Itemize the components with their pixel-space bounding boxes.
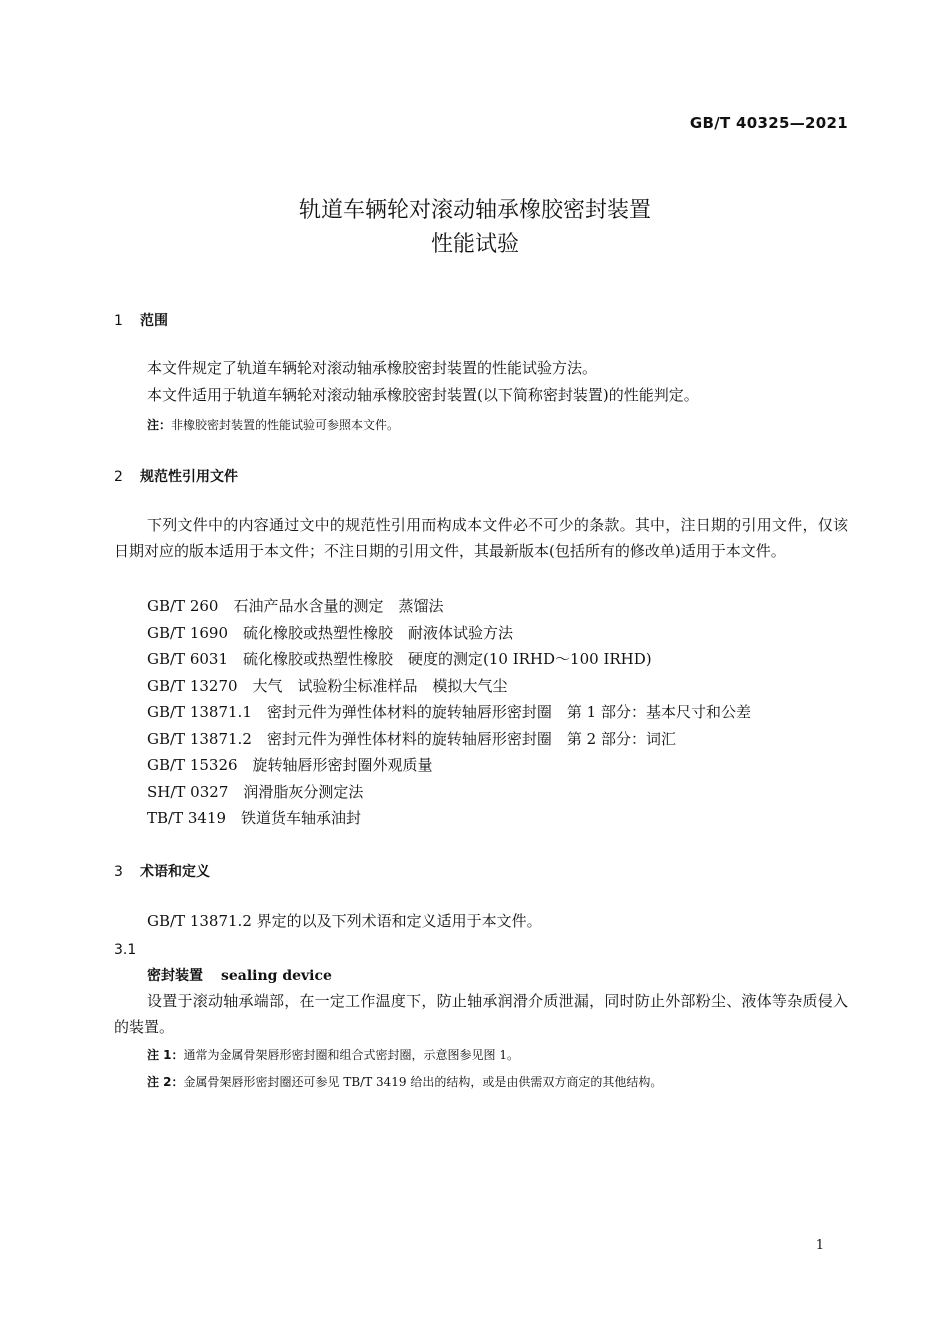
term-chinese: 密封装置 — [147, 968, 203, 984]
terms-intro: GB/T 13871.2 界定的以及下列术语和定义适用于本文件。 — [147, 912, 542, 930]
section-number: 2 — [114, 469, 123, 485]
note-text: 非橡胶密封装置的性能试验可参照本文件。 — [171, 418, 400, 432]
note-label: 注 2： — [147, 1075, 184, 1089]
reference-item: GB/T 13270 大气 试验粉尘标准样品 模拟大气尘 — [147, 677, 508, 695]
subclause-number: 3.1 — [114, 942, 137, 958]
term-entry — [147, 965, 332, 985]
definition-note-1 — [147, 1046, 519, 1063]
document-title — [0, 194, 950, 262]
scope-paragraph-1: 本文件规定了轨道车辆轮对滚动轴承橡胶密封装置的性能试验方法。 — [147, 359, 598, 377]
section-title: 术语和定义 — [140, 864, 210, 880]
section-2-heading — [114, 466, 238, 486]
note-label: 注 1： — [147, 1048, 184, 1062]
reference-item: GB/T 13871.1 密封元件为弹性体材料的旋转轴唇形密封圈 第 1 部分：基本尺寸和公差 — [147, 703, 751, 721]
term-definition: 设置于滚动轴承端部，在一定工作温度下，防止轴承润滑介质泄漏，同时防止外部粉尘、液体等杂质侵入的装置。 — [114, 992, 848, 1036]
scope-paragraph-2: 本文件适用于轨道车辆轮对滚动轴承橡胶密封装置(以下简称密封装置)的性能判定。 — [147, 386, 699, 404]
section-number: 1 — [114, 313, 123, 329]
normative-references-intro: 下列文件中的内容通过文中的规范性引用而构成本文件必不可少的条款。其中，注日期的引用文件，仅该日期对应的版本适用于本文件；不注日期的引用文件，其最新版本(包括所有的修改单)适用于本文件。 — [114, 516, 848, 560]
section-title: 规范性引用文件 — [140, 469, 238, 485]
reference-item: SH/T 0327 润滑脂灰分测定法 — [147, 783, 364, 801]
reference-item: GB/T 6031 硫化橡胶或热塑性橡胶 硬度的测定(10 IRHD～100 IRHD) — [147, 650, 652, 668]
reference-item: GB/T 13871.2 密封元件为弹性体材料的旋转轴唇形密封圈 第 2 部分：词汇 — [147, 730, 676, 748]
section-number: 3 — [114, 864, 123, 880]
scope-note — [147, 416, 399, 433]
standard-number: GB/T 40325—2021 — [689, 114, 848, 132]
note-text: 通常为金属骨架唇形密封圈和组合式密封圈，示意图参见图 1。 — [183, 1048, 519, 1062]
note-label: 注： — [147, 418, 172, 432]
definition-note-2 — [147, 1073, 662, 1090]
term-english: sealing device — [221, 968, 332, 984]
section-1-heading — [114, 310, 168, 330]
note-text: 金属骨架唇形密封圈还可参见 TB/T 3419 给出的结构，或是由供需双方商定的其他结构。 — [183, 1075, 663, 1089]
section-3-heading — [114, 861, 210, 881]
title-line-2: 性能试验 — [430, 232, 519, 257]
reference-item: GB/T 1690 硫化橡胶或热塑性橡胶 耐液体试验方法 — [147, 624, 514, 642]
page-number: 1 — [815, 1238, 824, 1253]
title-line-1: 轨道车辆轮对滚动轴承橡胶密封装置 — [298, 198, 651, 223]
section-title: 范围 — [140, 313, 168, 329]
reference-item: GB/T 15326 旋转轴唇形密封圈外观质量 — [147, 756, 433, 774]
reference-item: TB/T 3419 铁道货车轴承油封 — [147, 809, 362, 827]
reference-item: GB/T 260 石油产品水含量的测定 蒸馏法 — [147, 597, 444, 615]
